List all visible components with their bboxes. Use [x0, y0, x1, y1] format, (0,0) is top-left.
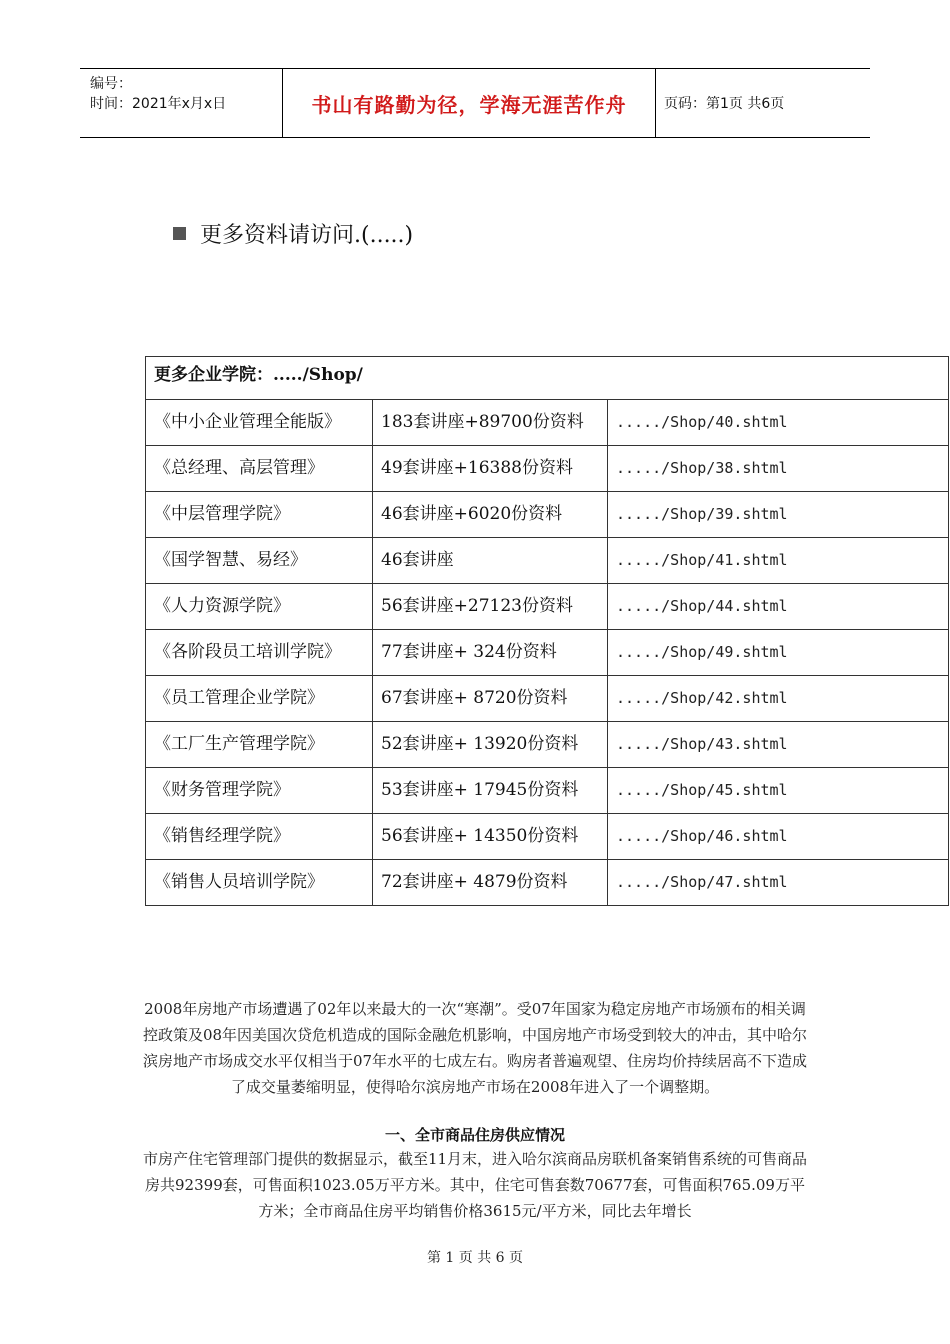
- table-row: [146, 676, 949, 722]
- table-row: [146, 492, 949, 538]
- course-name: 《工厂生产管理学院》: [146, 722, 373, 768]
- course-link[interactable]: ...../Shop/42.shtml: [608, 676, 949, 722]
- square-bullet-icon: [173, 227, 186, 240]
- course-name: 《销售经理学院》: [146, 814, 373, 860]
- course-description: 56套讲座+ 14350份资料: [373, 814, 608, 860]
- page-number-label: 页码：第1页 共6页: [664, 96, 785, 112]
- table-row: [146, 630, 949, 676]
- resource-table: [145, 356, 949, 906]
- date-label: 时间：2021年x月x日: [90, 96, 227, 112]
- course-name: 《中层管理学院》: [146, 492, 373, 538]
- course-description: 46套讲座+6020份资料: [373, 492, 608, 538]
- table-row: [146, 584, 949, 630]
- table-row: [146, 446, 949, 492]
- course-description: 67套讲座+ 8720份资料: [373, 676, 608, 722]
- course-description: 49套讲座+16388份资料: [373, 446, 608, 492]
- table-row: [146, 538, 949, 584]
- header-page-cell: [656, 69, 870, 137]
- section-title: 一、全市商品住房供应情况: [384, 1126, 565, 1144]
- course-description: 56套讲座+27123份资料: [373, 584, 608, 630]
- course-link[interactable]: ...../Shop/44.shtml: [608, 584, 949, 630]
- course-name: 《各阶段员工培训学院》: [146, 630, 373, 676]
- table-row: [146, 768, 949, 814]
- course-description: 46套讲座: [373, 538, 608, 584]
- course-description: 52套讲座+ 13920份资料: [373, 722, 608, 768]
- course-link[interactable]: ...../Shop/46.shtml: [608, 814, 949, 860]
- course-description: 72套讲座+ 4879份资料: [373, 860, 608, 906]
- course-link[interactable]: ...../Shop/39.shtml: [608, 492, 949, 538]
- more-resources-line: [173, 218, 413, 249]
- header-meta: [80, 69, 283, 137]
- course-link[interactable]: ...../Shop/38.shtml: [608, 446, 949, 492]
- course-name: 《人力资源学院》: [146, 584, 373, 630]
- table-header-cell: 更多企业学院：...../Shop/: [146, 357, 949, 400]
- section-paragraph: 市房产住宅管理部门提供的数据显示，截至11月末，进入哈尔滨商品房联机备案销售系统的可售商品房共92399套，可售面积1023.05万平方米。其中，住宅可售套数70677套，可售面积765.09万平方米；全市商品住房平均销售价格3615元/平方米，同比去年增长: [142, 1150, 808, 1220]
- course-link[interactable]: ...../Shop/40.shtml: [608, 400, 949, 446]
- course-link[interactable]: ...../Shop/43.shtml: [608, 722, 949, 768]
- course-link[interactable]: ...../Shop/47.shtml: [608, 860, 949, 906]
- course-name: 《销售人员培训学院》: [146, 860, 373, 906]
- table-row: [146, 400, 949, 446]
- course-link[interactable]: ...../Shop/41.shtml: [608, 538, 949, 584]
- table-row: [146, 860, 949, 906]
- course-name: 《中小企业管理全能版》: [146, 400, 373, 446]
- code-label: 编号：: [90, 76, 132, 92]
- course-link[interactable]: ...../Shop/45.shtml: [608, 768, 949, 814]
- table-row: [146, 814, 949, 860]
- table-row: [146, 722, 949, 768]
- intro-paragraph: 2008年房地产市场遭遇了02年以来最大的一次“寒潮”。受07年国家为稳定房地产市场颁布的相关调控政策及08年因美国次贷危机造成的国际金融危机影响，中国房地产市场受到较大的冲击，其中哈尔滨房地产市场成交水平仅相当于07年水平的七成左右。购房者普遍观望、住房均价持续居高不下造成了成交量萎缩明显，使得哈尔滨房地产市场在2008年进入了一个调整期。: [142, 1000, 808, 1096]
- course-description: 53套讲座+ 17945份资料: [373, 768, 608, 814]
- course-name: 《总经理、高层管理》: [146, 446, 373, 492]
- page-header: [80, 68, 870, 138]
- course-description: 77套讲座+ 324份资料: [373, 630, 608, 676]
- course-name: 《国学智慧、易经》: [146, 538, 373, 584]
- header-motto-cell: [283, 69, 656, 137]
- header-motto: 书山有路勤为径，学海无涯苦作舟: [311, 92, 627, 117]
- course-description: 183套讲座+89700份资料: [373, 400, 608, 446]
- course-name: 《财务管理学院》: [146, 768, 373, 814]
- page-footer: 第 1 页 共 6 页: [426, 1250, 524, 1266]
- course-link[interactable]: ...../Shop/49.shtml: [608, 630, 949, 676]
- more-resources-link[interactable]: 更多资料请访问.(.....): [200, 223, 414, 248]
- course-name: 《员工管理企业学院》: [146, 676, 373, 722]
- table-header-row: [146, 357, 949, 400]
